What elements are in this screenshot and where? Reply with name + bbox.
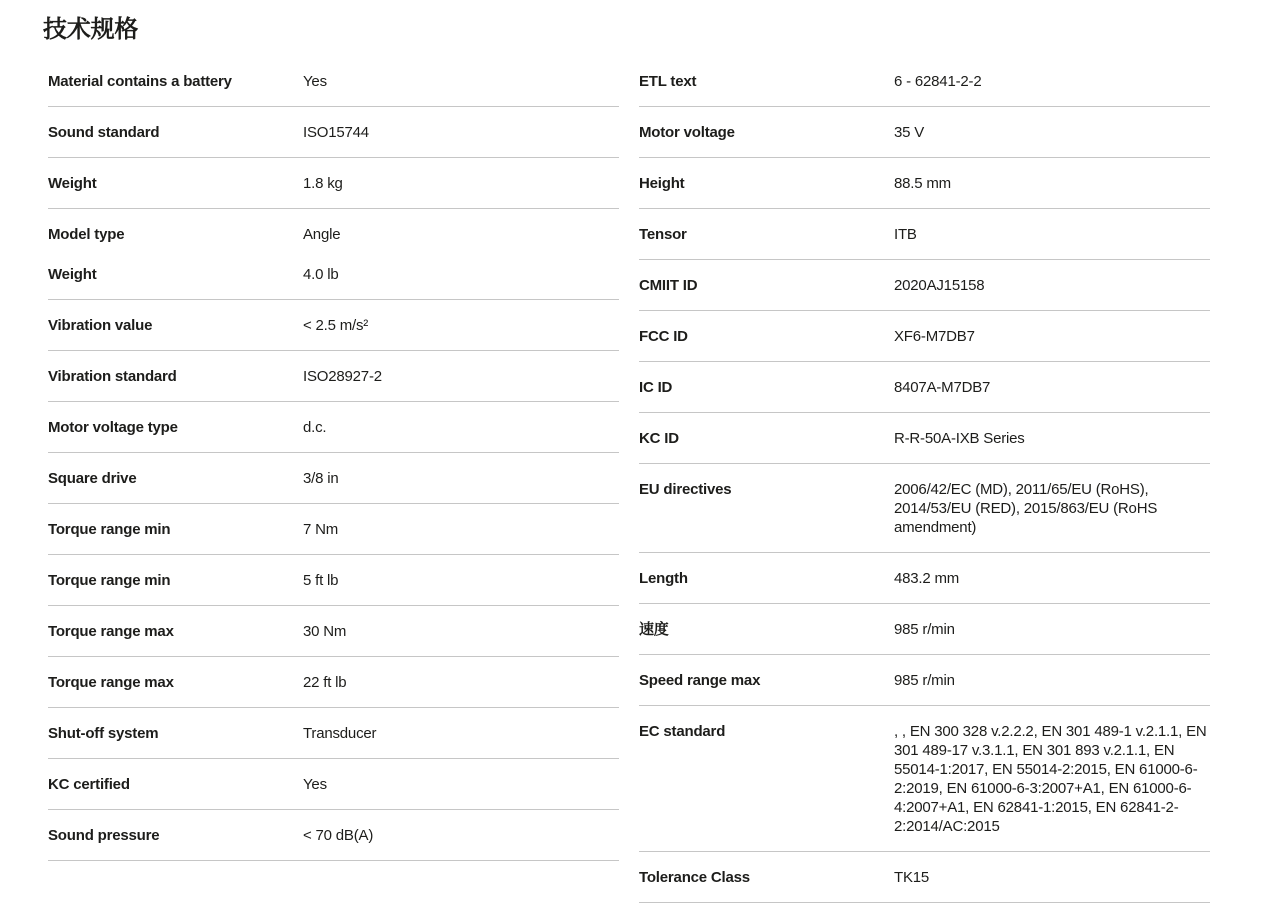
spec-group bbox=[639, 706, 1210, 852]
spec-value: ISO15744 bbox=[303, 123, 369, 141]
spec-value: 3/8 in bbox=[303, 469, 339, 487]
spec-row-tensor bbox=[639, 209, 1210, 259]
spec-label: Vibration standard bbox=[48, 367, 177, 385]
spec-label: Square drive bbox=[48, 469, 137, 487]
spec-row-square-drive bbox=[48, 453, 619, 503]
spec-value: 985 r/min bbox=[894, 671, 955, 689]
spec-label: FCC ID bbox=[639, 327, 688, 345]
spec-group bbox=[48, 300, 619, 351]
spec-row-ec-standard bbox=[639, 706, 1210, 851]
spec-value: 5 ft lb bbox=[303, 571, 339, 589]
spec-group bbox=[639, 553, 1210, 604]
spec-table-left bbox=[48, 56, 619, 903]
spec-label: Weight bbox=[48, 265, 97, 283]
spec-group bbox=[48, 209, 619, 300]
spec-row-weight bbox=[48, 254, 619, 299]
spec-row-etl-text bbox=[639, 56, 1210, 106]
spec-label: EU directives bbox=[639, 480, 732, 498]
spec-value: 2006/42/EC (MD), 2011/65/EU (RoHS), 2014/53/EU (RED), 2015/863/EU (RoHS amendment) bbox=[894, 480, 1158, 536]
spec-value: d.c. bbox=[303, 418, 327, 436]
spec-value: Transducer bbox=[303, 724, 377, 742]
spec-row-eu-directives bbox=[639, 464, 1210, 552]
spec-value: , , EN 300 328 v.2.2.2, EN 301 489-1 v.2.1.1, EN 301 489-17 v.3.1.1, EN 301 893 v.2.1.1, EN 55014-1:2017, EN 55014-2:2015, EN 61000-6-2:2019, EN 61000-6-3:2007+A1, EN 61000-6-4:2007+A1, EN 62841-1:2015, EN 62841-2-2:2014/AC:2015 bbox=[894, 722, 1207, 835]
spec-group bbox=[48, 810, 619, 861]
spec-row-tolerance-class bbox=[639, 852, 1210, 902]
spec-row-ic-id bbox=[639, 362, 1210, 412]
spec-group bbox=[639, 260, 1210, 311]
spec-group bbox=[639, 413, 1210, 464]
spec-group bbox=[639, 209, 1210, 260]
spec-label: 速度 bbox=[639, 620, 669, 638]
spec-value: 985 r/min bbox=[894, 620, 955, 638]
spec-value: 483.2 mm bbox=[894, 569, 960, 587]
spec-group bbox=[639, 852, 1210, 903]
spec-group bbox=[48, 555, 619, 606]
spec-label: Motor voltage bbox=[639, 123, 735, 141]
spec-row-kc-id bbox=[639, 413, 1210, 463]
spec-group bbox=[48, 504, 619, 555]
spec-row-cjk bbox=[639, 604, 1210, 654]
spec-label: Sound pressure bbox=[48, 826, 160, 844]
spec-label: Tolerance Class bbox=[639, 868, 750, 886]
spec-value: 4.0 lb bbox=[303, 265, 339, 283]
spec-group bbox=[639, 107, 1210, 158]
spec-value: 7 Nm bbox=[303, 520, 339, 538]
spec-group bbox=[639, 56, 1210, 107]
spec-label: KC ID bbox=[639, 429, 679, 447]
spec-group bbox=[48, 657, 619, 708]
spec-group bbox=[48, 759, 619, 810]
spec-tables bbox=[48, 56, 1284, 903]
spec-label: CMIIT ID bbox=[639, 276, 698, 294]
spec-row-sound-standard bbox=[48, 107, 619, 157]
spec-group bbox=[639, 158, 1210, 209]
spec-group bbox=[639, 311, 1210, 362]
spec-row-material-contains-a-battery bbox=[48, 56, 619, 106]
spec-group bbox=[48, 606, 619, 657]
spec-label: Height bbox=[639, 174, 685, 192]
spec-group bbox=[639, 464, 1210, 553]
spec-group bbox=[639, 362, 1210, 413]
spec-group bbox=[48, 56, 619, 107]
spec-group bbox=[48, 158, 619, 209]
spec-value: 1.8 kg bbox=[303, 174, 343, 192]
spec-label: Torque range max bbox=[48, 622, 174, 640]
spec-value: < 2.5 m/s² bbox=[303, 316, 369, 334]
spec-label: IC ID bbox=[639, 378, 673, 396]
spec-row-torque-range-min bbox=[48, 504, 619, 554]
spec-label: Torque range min bbox=[48, 571, 171, 589]
spec-value: 30 Nm bbox=[303, 622, 347, 640]
spec-value: < 70 dB(A) bbox=[303, 826, 374, 844]
spec-row-height bbox=[639, 158, 1210, 208]
spec-row-cmiit-id bbox=[639, 260, 1210, 310]
spec-row-model-type bbox=[48, 209, 619, 254]
spec-row-speed-range-max bbox=[639, 655, 1210, 705]
spec-group bbox=[48, 402, 619, 453]
spec-row-weight bbox=[48, 158, 619, 208]
spec-group bbox=[48, 708, 619, 759]
spec-row-kc-certified bbox=[48, 759, 619, 809]
spec-label: Tensor bbox=[639, 225, 687, 243]
spec-value: TK15 bbox=[894, 868, 930, 886]
spec-value: 35 V bbox=[894, 123, 925, 141]
spec-value: 2020AJ15158 bbox=[894, 276, 985, 294]
spec-label: Torque range min bbox=[48, 520, 171, 538]
spec-label: Sound standard bbox=[48, 123, 160, 141]
spec-label: Material contains a battery bbox=[48, 72, 232, 90]
spec-row-shut-off-system bbox=[48, 708, 619, 758]
spec-row-fcc-id bbox=[639, 311, 1210, 361]
spec-row-vibration-standard bbox=[48, 351, 619, 401]
page-title: 技术规格 bbox=[43, 16, 139, 43]
spec-value: Yes bbox=[303, 72, 327, 90]
spec-row-vibration-value bbox=[48, 300, 619, 350]
spec-value: 88.5 mm bbox=[894, 174, 951, 192]
spec-value: 22 ft lb bbox=[303, 673, 347, 691]
spec-label: Length bbox=[639, 569, 688, 587]
spec-label: Torque range max bbox=[48, 673, 174, 691]
spec-row-length bbox=[639, 553, 1210, 603]
spec-group bbox=[639, 604, 1210, 655]
spec-value: ITB bbox=[894, 225, 917, 243]
spec-row-sound-pressure bbox=[48, 810, 619, 860]
spec-group bbox=[48, 453, 619, 504]
spec-label: EC standard bbox=[639, 722, 726, 740]
spec-value: 6 - 62841-2-2 bbox=[894, 72, 982, 90]
spec-row-motor-voltage bbox=[639, 107, 1210, 157]
spec-group bbox=[48, 107, 619, 158]
spec-value: R-R-50A-IXB Series bbox=[894, 429, 1025, 447]
spec-group bbox=[48, 351, 619, 402]
spec-row-motor-voltage-type bbox=[48, 402, 619, 452]
spec-value: Yes bbox=[303, 775, 327, 793]
spec-value: ISO28927-2 bbox=[303, 367, 382, 385]
spec-label: KC certified bbox=[48, 775, 130, 793]
spec-row-torque-range-max bbox=[48, 606, 619, 656]
spec-table-right bbox=[639, 56, 1210, 903]
spec-value: Angle bbox=[303, 225, 341, 243]
spec-group bbox=[639, 655, 1210, 706]
spec-label: Vibration value bbox=[48, 316, 153, 334]
spec-label: Shut-off system bbox=[48, 724, 159, 742]
spec-value: XF6-M7DB7 bbox=[894, 327, 975, 345]
spec-label: ETL text bbox=[639, 72, 697, 90]
spec-row-torque-range-min bbox=[48, 555, 619, 605]
spec-row-torque-range-max bbox=[48, 657, 619, 707]
spec-label: Motor voltage type bbox=[48, 418, 178, 436]
spec-value: 8407A-M7DB7 bbox=[894, 378, 991, 396]
spec-label: Speed range max bbox=[639, 671, 761, 689]
spec-label: Weight bbox=[48, 174, 97, 192]
spec-label: Model type bbox=[48, 225, 125, 243]
